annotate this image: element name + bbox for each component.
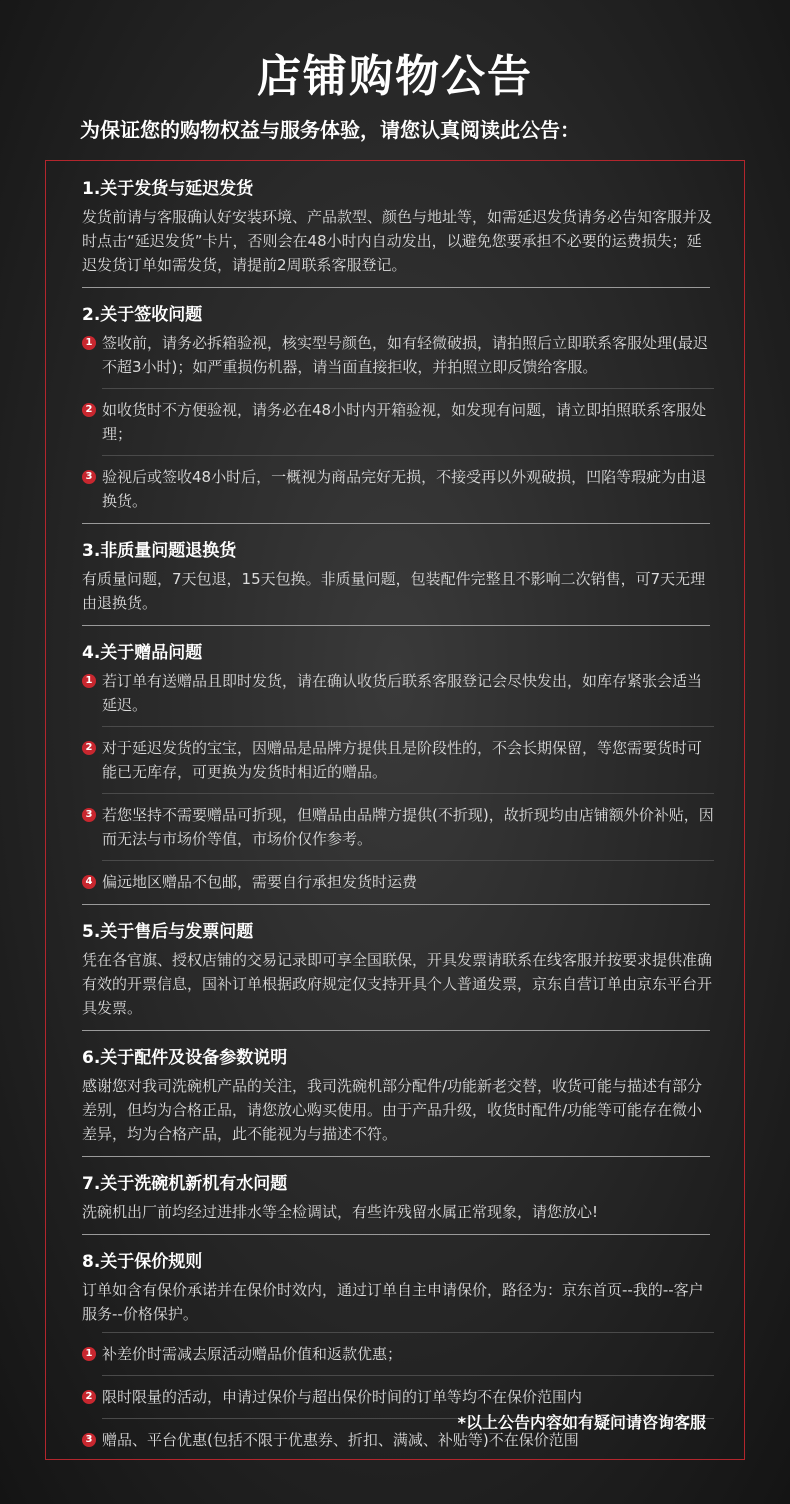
section-title: 5.关于售后与发票问题 (82, 922, 254, 942)
list-item (82, 1385, 714, 1409)
section-title: 2.关于签收问题 (82, 305, 203, 325)
notice-section (82, 640, 714, 894)
notice-content (82, 176, 714, 1452)
section-divider (82, 287, 710, 288)
number-badge: 3 (82, 1433, 96, 1447)
list-item-text: 对于延迟发货的宝宝，因赠品是品牌方提供且是阶段性的，不会长期保留，等您需要货时可能已无库存，可更换为发货时相近的赠品。 (102, 739, 703, 781)
notice-section (82, 1045, 714, 1146)
section-divider (82, 1030, 710, 1031)
list-item-text: 若订单有送赠品且即时发货，请在确认收货后联系客服登记会尽快发出，如库存紧张会适当延迟。 (102, 672, 703, 714)
notice-section (82, 302, 714, 513)
section-text: 发货前请与客服确认好安装环境、产品款型、颜色与地址等，如需延迟发货请务必告知客服并及时点击“延迟发货”卡片，否则会在48小时内自动发出，以避免您要承担不必要的运费损失；延迟发货订单如需发货，请提前2周联系客服登记。 (82, 208, 713, 274)
section-text: 凭在各官旗、授权店铺的交易记录即可享全国联保，开具发票请联系在线客服并按要求提供准确有效的开票信息，国补订单根据政府规定仅支持开具个人普通发票，京东自营订单由京东平台开具发票。 (82, 951, 713, 1017)
section-divider (82, 1234, 710, 1235)
list-item (82, 803, 714, 851)
section-divider (82, 1156, 710, 1157)
section-title: 3.非质量问题退换货 (82, 541, 237, 561)
section-text: 感谢您对我司洗碗机产品的关注，我司洗碗机部分配件/功能新老交替，收货可能与描述有部分差别，但均为合格正品，请您放心购买使用。由于产品升级，收货时配件/功能等可能存在微小差异，均为合格产品，此不能视为与描述不符。 (82, 1077, 703, 1143)
section-text: 有质量问题，7天包退，15天包换。非质量问题，包装配件完整且不影响二次销售，可7天无理由退换货。 (82, 570, 706, 612)
section-text: 洗碗机出厂前均经过进排水等全检调试，有些许残留水属正常现象，请您放心! (82, 1203, 599, 1221)
number-badge: 2 (82, 741, 96, 755)
section-title: 7.关于洗碗机新机有水问题 (82, 1174, 288, 1194)
notice-section (82, 538, 714, 615)
notice-section (82, 176, 714, 277)
list-item (82, 398, 714, 446)
notice-section (82, 919, 714, 1020)
list-item-text: 若您坚持不需要赠品可折现，但赠品由品牌方提供(不折现)，故折现均由店铺额外价补贴，因而无法与市场价等值，市场价仅作参考。 (102, 806, 714, 848)
section-divider (82, 904, 710, 905)
item-divider (102, 455, 714, 456)
section-title: 4.关于赠品问题 (82, 643, 203, 663)
list-item-text: 如收货时不方便验视，请务必在48小时内开箱验视，如发现有问题，请立即拍照联系客服处理； (102, 401, 707, 443)
page-subtitle: 为保证您的购物权益与服务体验，请您认真阅读此公告： (80, 118, 580, 142)
list-item (82, 736, 714, 784)
notice-section (82, 1171, 714, 1224)
item-divider (102, 726, 714, 727)
section-divider (82, 625, 710, 626)
section-divider (82, 523, 710, 524)
list-item-text: 赠品、平台优惠(包括不限于优惠券、折扣、满减、补贴等)不在保价范围 (102, 1431, 579, 1449)
number-badge: 1 (82, 1347, 96, 1361)
section-title: 6.关于配件及设备参数说明 (82, 1048, 288, 1068)
list-item-text: 限时限量的活动，申请过保价与超出保价时间的订单等均不在保价范围内 (102, 1388, 583, 1406)
number-badge: 1 (82, 674, 96, 688)
list-item-text: 补差价时需减去原活动赠品价值和返款优惠； (102, 1345, 403, 1363)
item-divider (102, 860, 714, 861)
footer-note: *以上公告内容如有疑问请咨询客服 (457, 1413, 706, 1432)
number-badge: 1 (82, 336, 96, 350)
list-item-text: 偏远地区赠品不包邮，需要自行承担发货时运费 (102, 873, 418, 891)
item-divider (102, 793, 714, 794)
list-item (82, 1342, 714, 1366)
item-divider (102, 388, 714, 389)
number-badge: 3 (82, 808, 96, 822)
item-divider (102, 1332, 714, 1333)
list-item (82, 465, 714, 513)
number-badge: 3 (82, 470, 96, 484)
page-title: 店铺购物公告 (257, 51, 533, 102)
section-text: 订单如含有保价承诺并在保价时效内，通过订单自主申请保价，路径为：京东首页--我的--客户服务--价格保护。 (82, 1281, 704, 1323)
list-item-text: 签收前，请务必拆箱验视，核实型号颜色，如有轻微破损，请拍照后立即联系客服处理(最迟不超3小时)；如严重损伤机器，请当面直接拒收，并拍照立即反馈给客服。 (102, 334, 708, 376)
section-title: 8.关于保价规则 (82, 1252, 203, 1272)
number-badge: 2 (82, 1390, 96, 1404)
list-item-text: 验视后或签收48小时后，一概视为商品完好无损，不接受再以外观破损，凹陷等瑕疵为由退换货。 (102, 468, 707, 510)
number-badge: 2 (82, 403, 96, 417)
list-item (82, 870, 714, 894)
section-title: 1.关于发货与延迟发货 (82, 179, 254, 199)
item-divider (102, 1375, 714, 1376)
list-item (82, 669, 714, 717)
list-item (82, 331, 714, 379)
number-badge: 4 (82, 875, 96, 889)
